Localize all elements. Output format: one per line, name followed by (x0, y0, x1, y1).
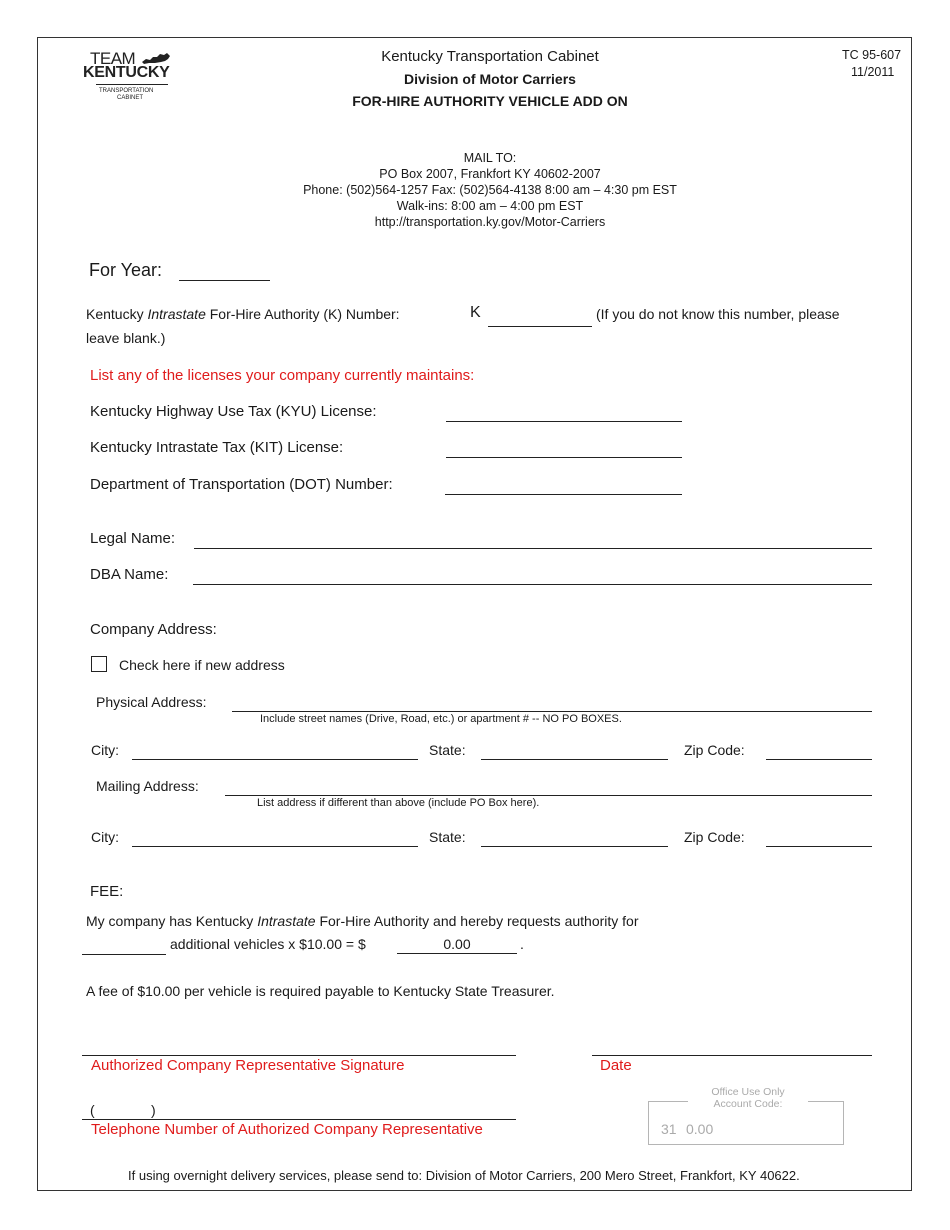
for-year-label: For Year: (89, 260, 163, 280)
k-number-prefix: K (470, 304, 481, 321)
mailing-address-hint: List address if different than above (include PO Box here). (257, 797, 540, 809)
kit-license-label: Kentucky Intrastate Tax (KIT) License: (90, 439, 344, 456)
logo-underline (96, 84, 168, 85)
date-field[interactable] (592, 1055, 872, 1056)
k-number-field[interactable] (488, 326, 592, 327)
legal-name-field[interactable] (194, 548, 872, 549)
agency-name: Kentucky Transportation Cabinet (381, 48, 599, 65)
kit-license-field[interactable] (446, 457, 682, 458)
account-code-label: Account Code: (688, 1098, 808, 1110)
city-label-1: City: (91, 742, 119, 758)
signature-field[interactable] (82, 1055, 516, 1056)
city-field-1[interactable] (132, 759, 418, 760)
zip-field-1[interactable] (766, 759, 872, 760)
state-label-1: State: (429, 742, 466, 758)
dot-number-field[interactable] (445, 494, 682, 495)
physical-address-field[interactable] (232, 711, 872, 712)
for-year-field[interactable] (179, 280, 270, 281)
legal-name-label: Legal Name: (90, 530, 176, 547)
phone-field[interactable] (82, 1119, 516, 1120)
k-number-label: Kentucky Intrastate For-Hire Authority (K) Number: (86, 306, 400, 322)
new-address-label: Check here if new address (119, 657, 285, 673)
city-field-2[interactable] (132, 846, 418, 847)
zip-field-2[interactable] (766, 846, 872, 847)
state-label-2: State: (429, 829, 466, 845)
dot-number-label: Department of Transportation (DOT) Number: (90, 476, 393, 493)
logo-kentucky: KENTUCKY (83, 64, 170, 81)
additional-vehicles-field[interactable] (82, 954, 166, 955)
dba-name-label: DBA Name: (90, 566, 169, 583)
account-amount-value: 0.00 (686, 1121, 714, 1137)
k-number-note-1: (If you do not know this number, please (596, 306, 840, 322)
kyu-license-label: Kentucky Highway Use Tax (KYU) License: (90, 403, 377, 420)
zip-label-2: Zip Code: (684, 829, 745, 845)
logo-sub1: TRANSPORTATION (99, 88, 154, 94)
zip-label-1: Zip Code: (684, 742, 745, 758)
logo-team: TEAM (90, 49, 136, 68)
company-address-heading: Company Address: (90, 621, 217, 638)
form-number: TC 95-607 (842, 48, 902, 62)
phone-open-paren: ( (90, 1102, 95, 1118)
physical-address-hint: Include street names (Drive, Road, etc.) or apartment # -- NO PO BOXES. (260, 713, 622, 725)
form-title: FOR-HIRE AUTHORITY VEHICLE ADD ON (352, 93, 628, 109)
mail-walkins: Walk-ins: 8:00 am – 4:00 pm EST (396, 199, 584, 213)
physical-address-label: Physical Address: (96, 694, 207, 710)
date-label: Date (600, 1057, 632, 1074)
city-label-2: City: (91, 829, 119, 845)
fee-calc-label: additional vehicles x $10.00 = $ (170, 936, 366, 952)
licenses-heading: List any of the licenses your company currently maintains: (90, 367, 475, 384)
fee-period: . (520, 936, 524, 952)
fee-heading: FEE: (90, 883, 124, 900)
mail-phone: Phone: (502)564-1257 Fax: (502)564-4138 8:00 am – 4:30 pm EST (303, 183, 677, 197)
overnight-delivery-note: If using overnight delivery services, please send to: Division of Motor Carriers, 200 Mero Street, Frankfort, KY 40622. (128, 1168, 800, 1183)
kyu-license-field[interactable] (446, 421, 682, 422)
k-number-note-2: leave blank.) (86, 330, 166, 346)
fee-total-field[interactable]: 0.00 (397, 936, 517, 954)
division-name: Division of Motor Carriers (404, 71, 576, 87)
account-code-value: 31 (661, 1121, 677, 1137)
new-address-checkbox[interactable] (91, 656, 107, 672)
phone-close-paren: ) (151, 1102, 156, 1118)
office-use-label: Office Use Only (688, 1086, 808, 1098)
phone-label: Telephone Number of Authorized Company Representative (91, 1121, 483, 1138)
fee-statement: My company has Kentucky Intrastate For-Hire Authority and hereby requests authority for (86, 913, 639, 929)
signature-label: Authorized Company Representative Signature (91, 1057, 405, 1074)
mailing-address-field[interactable] (225, 795, 872, 796)
mail-address: PO Box 2007, Frankfort KY 40602-2007 (379, 167, 601, 181)
form-date: 11/2011 (851, 65, 895, 79)
logo-sub2: CABINET (117, 95, 144, 101)
mail-url[interactable]: http://transportation.ky.gov/Motor-Carriers (374, 215, 606, 229)
state-field-2[interactable] (481, 846, 668, 847)
mailing-address-label: Mailing Address: (96, 778, 199, 794)
state-field-1[interactable] (481, 759, 668, 760)
fee-note: A fee of $10.00 per vehicle is required payable to Kentucky State Treasurer. (86, 983, 555, 999)
mail-to-label: MAIL TO: (463, 151, 517, 165)
dba-name-field[interactable] (193, 584, 872, 585)
